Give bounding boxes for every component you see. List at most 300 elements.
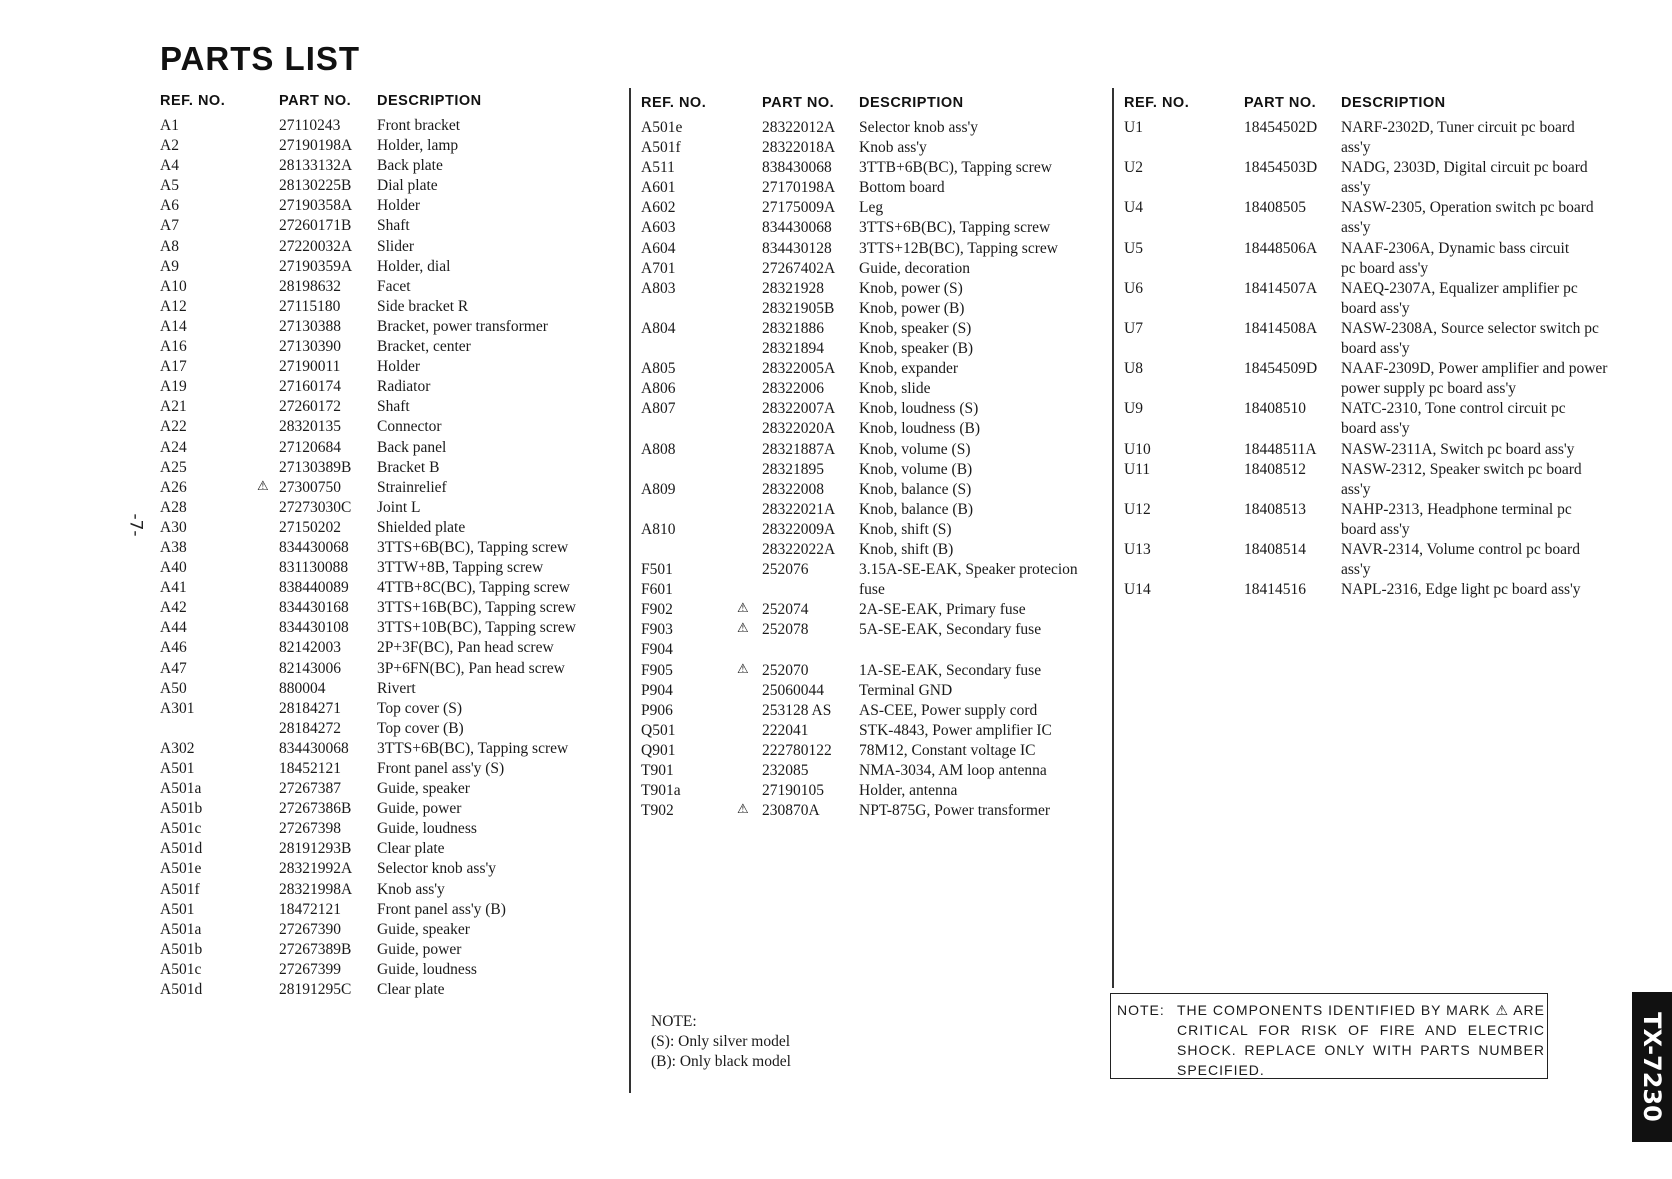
ref-no-cell: A19 — [160, 378, 187, 396]
description-cell: NARF-2302D, Tuner circuit pc board — [1341, 119, 1575, 136]
ref-no-cell: U9 — [1124, 400, 1143, 418]
part-no-cell: 18414507A — [1244, 279, 1318, 297]
description-cell: board ass'y — [1341, 420, 1410, 438]
description-cell: Slider — [377, 237, 415, 255]
part-no-cell: 28322012A — [762, 119, 836, 136]
description-cell: fuse — [859, 581, 885, 599]
description-cell: Bracket B — [377, 458, 440, 476]
part-no-cell: 27300750 — [279, 478, 341, 496]
ref-no-cell: A5 — [160, 177, 179, 195]
ref-no-cell: A22 — [160, 418, 187, 436]
ref-no-cell: A8 — [160, 237, 179, 255]
ref-no-cell: A803 — [641, 279, 676, 297]
part-no-cell: 28322020A — [762, 420, 836, 438]
ref-no-cell: Q901 — [641, 741, 676, 759]
ref-no-cell: A301 — [160, 699, 195, 717]
description-cell: Holder, antenna — [859, 782, 958, 800]
model-note-title: NOTE: — [651, 1013, 697, 1030]
description-cell: 2P+3F(BC), Pan head screw — [377, 639, 554, 657]
part-no-cell: 27267398 — [279, 820, 341, 838]
part-no-cell: 27267389B — [279, 940, 352, 958]
model-tab — [1632, 992, 1672, 1142]
description-cell: NASW-2308A, Source selector switch pc — [1341, 319, 1599, 337]
part-no-cell: 28321886 — [762, 319, 824, 337]
part-no-cell: 834430068 — [279, 739, 349, 757]
model-note-black: (B): Only black model — [651, 1053, 791, 1070]
part-no-cell: 834430068 — [762, 219, 832, 237]
part-no-cell: 28321998A — [279, 880, 353, 898]
part-no-cell: 28322022A — [762, 540, 836, 558]
ref-no-cell: A17 — [160, 358, 187, 376]
ref-no-cell: A501f — [160, 880, 200, 898]
ref-no-cell: F904 — [641, 641, 673, 659]
part-no-cell: 838440089 — [279, 579, 349, 597]
part-no-cell: 27190359A — [279, 257, 353, 275]
ref-no-cell: A302 — [160, 739, 195, 757]
part-no-cell: 27175009A — [762, 199, 836, 217]
description-cell: Bracket, power transformer — [377, 317, 548, 335]
description-cell: 3TTS+6B(BC), Tapping screw — [377, 739, 569, 757]
part-no-cell: 28322005A — [762, 360, 836, 378]
ref-no-cell: A601 — [641, 179, 676, 197]
ref-no-cell: A501b — [160, 940, 203, 958]
ref-no-cell: A12 — [160, 297, 187, 315]
part-no-cell: 28191293B — [279, 840, 352, 858]
part-no-cell: 18472121 — [279, 900, 341, 918]
part-no-cell: 27273030C — [279, 498, 352, 516]
warning-triangle-icon: ⚠ — [737, 802, 749, 818]
ref-no-cell: U1 — [1124, 119, 1143, 136]
ref-no-cell: A806 — [641, 380, 676, 398]
part-no-cell: 28184272 — [279, 719, 341, 737]
ref-no-cell: A808 — [641, 440, 676, 458]
part-no-cell: 28198632 — [279, 277, 341, 295]
part-no-cell: 27160174 — [279, 378, 341, 396]
ref-no-cell: A7 — [160, 217, 179, 235]
page-number: -7- — [125, 513, 146, 537]
part-no-cell: 27190011 — [279, 358, 341, 376]
description-cell: Strainrelief — [377, 478, 447, 496]
description-cell: board ass'y — [1341, 520, 1410, 538]
ref-no-cell: U8 — [1124, 360, 1143, 378]
part-no-cell: 18408510 — [1244, 400, 1306, 418]
description-cell: Knob ass'y — [859, 139, 927, 157]
ref-no-cell: P906 — [641, 701, 673, 719]
header-ref-no: REF. NO. — [160, 93, 226, 109]
part-no-cell: 27267387 — [279, 780, 341, 798]
description-cell: Guide, speaker — [377, 920, 470, 938]
description-cell: Guide, loudness — [377, 820, 477, 838]
ref-no-cell: A511 — [641, 159, 675, 177]
part-no-cell: 18408505 — [1244, 199, 1306, 217]
description-cell: Knob, power (B) — [859, 299, 965, 317]
description-cell: Knob, speaker (S) — [859, 319, 972, 337]
part-no-cell: 27130390 — [279, 338, 341, 356]
part-no-cell: 27267399 — [279, 960, 341, 978]
ref-no-cell: A14 — [160, 317, 187, 335]
ref-no-cell: U14 — [1124, 581, 1151, 599]
description-cell: 78M12, Constant voltage IC — [859, 741, 1036, 759]
part-no-cell: 28322021A — [762, 500, 836, 518]
ref-no-cell: A1 — [160, 117, 179, 134]
ref-no-cell: A501e — [160, 860, 202, 878]
description-cell: NASW-2305, Operation switch pc board — [1341, 199, 1594, 217]
description-cell: Knob, balance (B) — [859, 500, 974, 518]
ref-no-cell: U4 — [1124, 199, 1143, 217]
part-no-cell: 27130388 — [279, 317, 341, 335]
ref-no-cell: A501a — [160, 920, 202, 938]
part-no-cell: 27260172 — [279, 398, 341, 416]
description-cell: NAEQ-2307A, Equalizer amplifier pc — [1341, 279, 1578, 297]
description-cell: Shaft — [377, 217, 410, 235]
description-cell: Holder, lamp — [377, 137, 459, 155]
description-cell: 3TTS+6B(BC), Tapping screw — [377, 538, 569, 556]
description-cell: Terminal GND — [859, 681, 953, 699]
description-cell: pc board ass'y — [1341, 259, 1429, 277]
ref-no-cell: A24 — [160, 438, 187, 456]
description-cell: Dial plate — [377, 177, 438, 195]
part-no-cell: 18454502D — [1244, 119, 1318, 136]
description-cell: Knob ass'y — [377, 880, 445, 898]
ref-no-cell: A809 — [641, 480, 676, 498]
description-cell: NAPL-2316, Edge light pc board ass'y — [1341, 581, 1581, 599]
description-cell: Guide, decoration — [859, 259, 971, 277]
description-cell: Holder — [377, 197, 421, 215]
description-cell: board ass'y — [1341, 340, 1410, 358]
ref-no-cell: A602 — [641, 199, 676, 217]
ref-no-cell: A501c — [160, 820, 202, 838]
header-description: DESCRIPTION — [377, 93, 482, 109]
description-cell: NPT-875G, Power transformer — [859, 802, 1050, 820]
description-cell: Facet — [377, 277, 411, 295]
description-cell: Knob, volume (S) — [859, 440, 971, 458]
part-no-cell: 27190105 — [762, 782, 824, 800]
part-no-cell: 27260171B — [279, 217, 352, 235]
description-cell: Front panel ass'y (S) — [377, 760, 505, 777]
description-cell: Top cover (B) — [377, 719, 464, 737]
part-no-cell: 18454509D — [1244, 360, 1318, 378]
part-no-cell: 28321992A — [279, 860, 353, 878]
header-part-no: PART NO. — [762, 95, 835, 111]
description-cell: Leg — [859, 199, 884, 217]
model-number: TX-7230 — [1638, 1012, 1666, 1122]
description-cell: NASW-2311A, Switch pc board ass'y — [1341, 440, 1575, 458]
description-cell: ass'y — [1341, 139, 1371, 157]
description-cell: Radiator — [377, 378, 431, 396]
ref-no-cell: A16 — [160, 338, 187, 356]
description-cell: Top cover (S) — [377, 699, 463, 717]
description-cell: NAHP-2313, Headphone terminal pc — [1341, 500, 1572, 518]
header-description: DESCRIPTION — [1341, 95, 1446, 111]
safety-note-text: THE COMPONENTS IDENTIFIED BY MARK ⚠ ARE CRITICAL FOR RISK OF FIRE AND ELECTRIC SHOCK. REPLACE ONLY WITH PARTS NUMBER SPECIFIED. — [1177, 1002, 1545, 1078]
description-cell: Back panel — [377, 438, 447, 456]
ref-no-cell: U6 — [1124, 279, 1143, 297]
part-no-cell: 18414516 — [1244, 581, 1306, 599]
part-no-cell: 27110243 — [279, 117, 341, 134]
ref-no-cell: A501b — [160, 800, 203, 818]
part-no-cell: 27190358A — [279, 197, 353, 215]
description-cell: Shaft — [377, 398, 410, 416]
part-no-cell: 230870A — [762, 802, 820, 820]
part-no-cell: 28184271 — [279, 699, 341, 717]
description-cell: Knob, expander — [859, 360, 958, 378]
part-no-cell: 27267390 — [279, 920, 341, 938]
description-cell: Bottom board — [859, 179, 945, 197]
part-no-cell: 252078 — [762, 621, 809, 639]
ref-no-cell: A40 — [160, 559, 187, 577]
warning-triangle-icon: ⚠ — [257, 478, 269, 494]
ref-no-cell: T902 — [641, 802, 674, 820]
part-no-cell: 252074 — [762, 601, 809, 619]
description-cell: NAAF-2306A, Dynamic bass circuit — [1341, 239, 1570, 257]
ref-no-cell: A501d — [160, 840, 203, 858]
part-no-cell: 25060044 — [762, 681, 824, 699]
part-no-cell: 28191295C — [279, 981, 352, 999]
ref-no-cell: A501c — [160, 960, 202, 978]
part-no-cell: 28322008 — [762, 480, 824, 498]
part-no-cell: 28321894 — [762, 340, 824, 358]
ref-no-cell: U5 — [1124, 239, 1143, 257]
ref-no-cell: A30 — [160, 518, 187, 536]
description-cell: power supply pc board ass'y — [1341, 380, 1516, 398]
ref-no-cell: Q501 — [641, 721, 676, 739]
ref-no-cell: A26 — [160, 478, 187, 496]
description-cell: Guide, speaker — [377, 780, 470, 798]
ref-no-cell: A21 — [160, 398, 187, 416]
description-cell: Guide, power — [377, 800, 462, 818]
ref-no-cell: A501 — [160, 760, 195, 777]
description-cell: 3TTS+6B(BC), Tapping screw — [859, 219, 1051, 237]
ref-no-cell: A804 — [641, 319, 676, 337]
description-cell: 3.15A-SE-EAK, Speaker protecion — [859, 561, 1078, 579]
part-no-cell: 252076 — [762, 561, 809, 579]
part-no-cell: 834430128 — [762, 239, 832, 257]
ref-no-cell: A603 — [641, 219, 676, 237]
column-divider — [1112, 88, 1114, 988]
description-cell: Guide, power — [377, 940, 462, 958]
description-cell: 2A-SE-EAK, Primary fuse — [859, 601, 1026, 619]
part-no-cell: 28322018A — [762, 139, 836, 157]
part-no-cell: 82142003 — [279, 639, 341, 657]
ref-no-cell: A807 — [641, 400, 676, 418]
part-no-cell: 27220032A — [279, 237, 353, 255]
page-title: PARTS LIST — [160, 40, 361, 77]
description-cell: Front bracket — [377, 117, 461, 134]
description-cell: Selector knob ass'y — [377, 860, 497, 878]
header-ref-no: REF. NO. — [1124, 95, 1190, 111]
description-cell: 3TTS+12B(BC), Tapping screw — [859, 239, 1058, 257]
description-cell: Holder, dial — [377, 257, 451, 275]
safety-note-label: NOTE: — [1117, 1002, 1165, 1018]
ref-no-cell: A38 — [160, 538, 187, 556]
description-cell: Knob, shift (B) — [859, 540, 954, 558]
description-cell: Knob, volume (B) — [859, 460, 973, 478]
description-cell: AS-CEE, Power supply cord — [859, 701, 1038, 719]
ref-no-cell: A4 — [160, 157, 179, 175]
part-no-cell: 27130389B — [279, 458, 352, 476]
ref-no-cell: A9 — [160, 257, 179, 275]
ref-no-cell: P904 — [641, 681, 673, 699]
description-cell: Connector — [377, 418, 442, 436]
ref-no-cell: A47 — [160, 659, 187, 677]
description-cell: 5A-SE-EAK, Secondary fuse — [859, 621, 1042, 639]
description-cell: Knob, loudness (B) — [859, 420, 980, 438]
part-no-cell: 834430168 — [279, 599, 349, 617]
warning-triangle-icon: ⚠ — [737, 601, 749, 617]
ref-no-cell: T901 — [641, 762, 674, 779]
description-cell: NASW-2312, Speaker switch pc board — [1341, 460, 1582, 478]
part-no-cell: 253128 AS — [762, 701, 832, 719]
description-cell: 1A-SE-EAK, Secondary fuse — [859, 661, 1042, 679]
part-no-cell: 222041 — [762, 721, 809, 739]
description-cell: ass'y — [1341, 179, 1371, 197]
ref-no-cell: U11 — [1124, 460, 1151, 478]
ref-no-cell: A42 — [160, 599, 187, 617]
part-no-cell: 27170198A — [762, 179, 836, 197]
ref-no-cell: F903 — [641, 621, 673, 639]
part-no-cell: 880004 — [279, 679, 326, 697]
ref-no-cell: A810 — [641, 520, 676, 538]
description-cell: Knob, power (S) — [859, 279, 963, 297]
description-cell: NAAF-2309D, Power amplifier and power — [1341, 360, 1608, 378]
description-cell: Knob, balance (S) — [859, 480, 972, 498]
description-cell: 3P+6FN(BC), Pan head screw — [377, 659, 565, 677]
model-note-silver: (S): Only silver model — [651, 1033, 791, 1050]
part-no-cell: 252070 — [762, 661, 809, 679]
ref-no-cell: U13 — [1124, 540, 1151, 558]
description-cell: Knob, speaker (B) — [859, 340, 974, 358]
ref-no-cell: F905 — [641, 661, 673, 679]
part-no-cell: 28133132A — [279, 157, 353, 175]
ref-no-cell: U10 — [1124, 440, 1151, 458]
part-no-cell: 18414508A — [1244, 319, 1318, 337]
ref-no-cell: A6 — [160, 197, 179, 215]
model-note — [651, 1012, 791, 1072]
part-no-cell: 18448511A — [1244, 440, 1317, 458]
description-cell: Knob, slide — [859, 380, 931, 398]
description-cell: NMA-3034, AM loop antenna — [859, 762, 1047, 779]
safety-note-box — [1110, 993, 1548, 1079]
description-cell: Clear plate — [377, 840, 445, 858]
description-cell: Holder — [377, 358, 421, 376]
part-no-cell: 82143006 — [279, 659, 341, 677]
description-cell: Joint L — [377, 498, 421, 516]
ref-no-cell: A28 — [160, 498, 187, 516]
description-cell: Guide, loudness — [377, 960, 477, 978]
ref-no-cell: F601 — [641, 581, 673, 599]
description-cell: 3TTB+6B(BC), Tapping screw — [859, 159, 1052, 177]
ref-no-cell: A25 — [160, 458, 187, 476]
part-no-cell: 834430068 — [279, 538, 349, 556]
description-cell: 3TTW+8B, Tapping screw — [377, 559, 544, 577]
ref-no-cell: U7 — [1124, 319, 1143, 337]
ref-no-cell: F902 — [641, 601, 673, 619]
description-cell: STK-4843, Power amplifier IC — [859, 721, 1052, 739]
ref-no-cell: A44 — [160, 619, 187, 637]
description-cell: Selector knob ass'y — [859, 119, 979, 136]
header-ref-no: REF. NO. — [641, 95, 707, 111]
ref-no-cell: U12 — [1124, 500, 1151, 518]
ref-no-cell: A10 — [160, 277, 187, 295]
description-cell: ass'y — [1341, 219, 1371, 237]
description-cell: 3TTS+10B(BC), Tapping screw — [377, 619, 576, 637]
part-no-cell: 28322006 — [762, 380, 824, 398]
part-no-cell: 28322009A — [762, 520, 836, 538]
description-cell: ass'y — [1341, 480, 1371, 498]
part-no-cell: 18448506A — [1244, 239, 1318, 257]
part-no-cell: 18452121 — [279, 760, 341, 777]
part-no-cell: 28322007A — [762, 400, 836, 418]
header-part-no: PART NO. — [279, 93, 352, 109]
ref-no-cell: A501e — [641, 119, 683, 136]
description-cell: Clear plate — [377, 981, 445, 999]
part-no-cell: 28321895 — [762, 460, 824, 478]
part-no-cell: 27150202 — [279, 518, 341, 536]
part-no-cell: 18408512 — [1244, 460, 1306, 478]
part-no-cell: 28130225B — [279, 177, 352, 195]
part-no-cell: 27267402A — [762, 259, 836, 277]
part-no-cell: 27190198A — [279, 137, 353, 155]
ref-no-cell: A604 — [641, 239, 676, 257]
ref-no-cell: A50 — [160, 679, 187, 697]
description-cell: board ass'y — [1341, 299, 1410, 317]
description-cell: Knob, loudness (S) — [859, 400, 979, 418]
part-no-cell: 831130088 — [279, 559, 349, 577]
ref-no-cell: U2 — [1124, 159, 1143, 177]
description-cell: NAVR-2314, Volume control pc board — [1341, 540, 1580, 558]
description-cell: Rivert — [377, 679, 416, 697]
ref-no-cell: A2 — [160, 137, 179, 155]
description-cell: Bracket, center — [377, 338, 471, 356]
description-cell: ass'y — [1341, 561, 1371, 579]
warning-triangle-icon: ⚠ — [737, 621, 749, 637]
description-cell: Back plate — [377, 157, 443, 175]
ref-no-cell: T901a — [641, 782, 681, 800]
ref-no-cell: A41 — [160, 579, 187, 597]
header-part-no: PART NO. — [1244, 95, 1317, 111]
part-no-cell: 28321928 — [762, 279, 824, 297]
part-no-cell: 18408513 — [1244, 500, 1306, 518]
part-no-cell: 232085 — [762, 762, 809, 779]
part-no-cell: 28320135 — [279, 418, 341, 436]
part-no-cell: 834430108 — [279, 619, 349, 637]
description-cell: Front panel ass'y (B) — [377, 900, 506, 918]
ref-no-cell: A501a — [160, 780, 202, 798]
part-no-cell: 222780122 — [762, 741, 832, 759]
ref-no-cell: A805 — [641, 360, 676, 378]
ref-no-cell: A701 — [641, 259, 676, 277]
column-divider — [629, 88, 631, 1093]
description-cell: 3TTS+16B(BC), Tapping screw — [377, 599, 576, 617]
warning-triangle-icon: ⚠ — [737, 661, 749, 677]
part-no-cell: 27267386B — [279, 800, 352, 818]
ref-no-cell: A501f — [641, 139, 681, 157]
ref-no-cell: A501d — [160, 981, 203, 999]
description-cell: Knob, shift (S) — [859, 520, 952, 538]
ref-no-cell: A46 — [160, 639, 187, 657]
part-no-cell: 838430068 — [762, 159, 832, 177]
part-no-cell: 28321887A — [762, 440, 836, 458]
part-no-cell: 18454503D — [1244, 159, 1318, 177]
ref-no-cell: A501 — [160, 900, 195, 918]
description-cell: NADG, 2303D, Digital circuit pc board — [1341, 159, 1588, 177]
part-no-cell: 28321905B — [762, 299, 835, 317]
part-no-cell: 27120684 — [279, 438, 341, 456]
description-cell: Shielded plate — [377, 518, 466, 536]
description-cell: NATC-2310, Tone control circuit pc — [1341, 400, 1566, 418]
header-description: DESCRIPTION — [859, 95, 964, 111]
part-no-cell: 18408514 — [1244, 540, 1306, 558]
